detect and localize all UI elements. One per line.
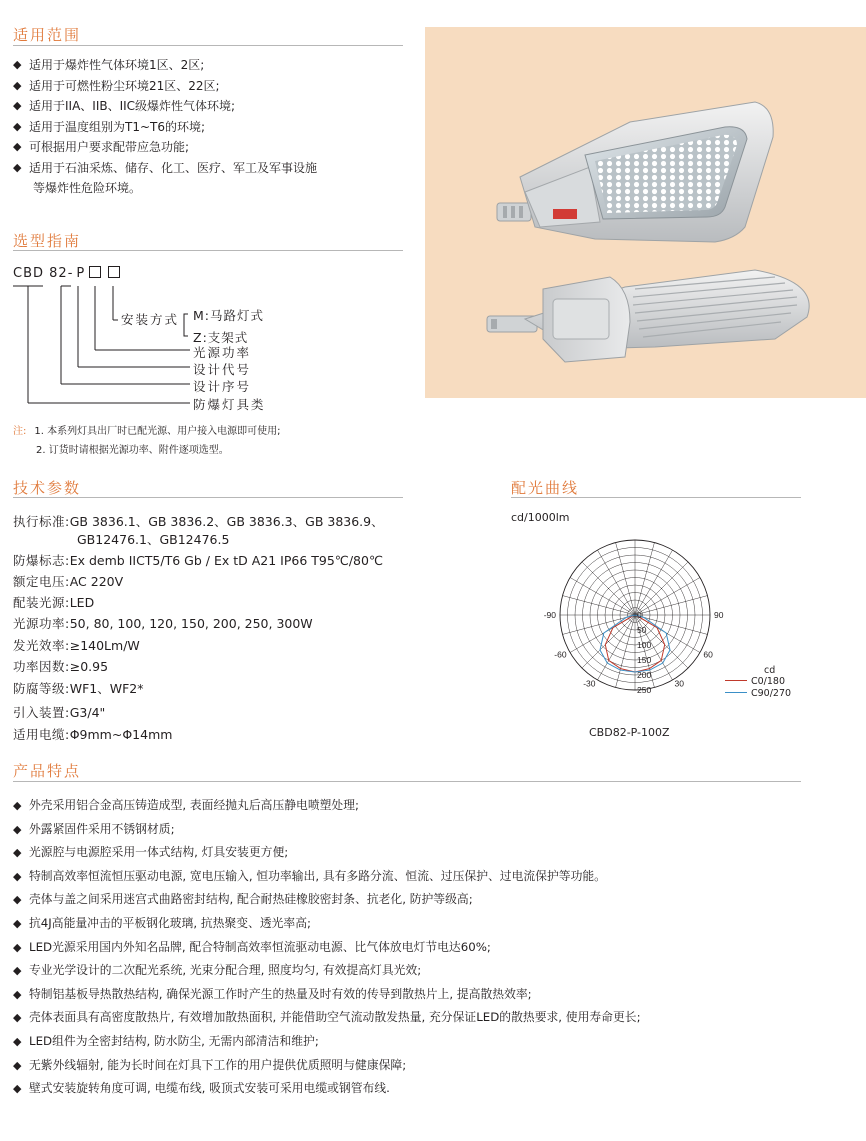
list-item: ◆ LED组件为全密封结构, 防水防尘, 无需内部清洁和维护; [13,1030,641,1054]
polar-light-curve [530,535,740,710]
legend-c90-swatch [725,692,747,693]
angle-label: 90 [714,610,724,620]
spec-row: GB12476.1、GB12476.5 [77,532,230,547]
diamond-bullet-icon: ◆ [13,893,22,907]
radial-tick-label: 100 [637,640,652,650]
diamond-bullet-icon: ◆ [13,799,22,812]
polar-spoke [570,578,635,616]
section-rule-features [13,781,801,782]
diamond-bullet-icon: ◆ [13,916,22,930]
power-label: 光源功率 [193,345,252,360]
install-method-label: 安装方式 [121,312,180,327]
angle-label: -30 [583,678,596,689]
diamond-bullet-icon: ◆ [13,964,22,978]
option-z-label: Z:支架式 [193,330,249,345]
radial-tick-label: 200 [637,670,652,680]
street-light-illustration [425,27,866,398]
list-item: ◆ 无紫外线辐射, 能为长时间在灯具下工作的用户提供优质照明与健康保障; [13,1054,641,1078]
list-item: ◆ 特制高效率恒流恒压驱动电源, 宽电压输入, 恒功率输出, 具有多路分流、恒流、过压保护、过电流保护等功能。 [13,865,641,889]
angle-label: -60 [554,649,567,660]
diamond-bullet-icon: ◆ [13,1034,22,1048]
curve-unit-label: cd/1000lm [511,511,570,524]
spec-row: 发光效率:≥140Lm/W [13,638,140,653]
list-item: ◆ 特制铝基板导热散热结构, 确保光源工作时产生的热量及时有效的传导到散热片上, 提高散热效率; [13,983,641,1007]
spec-row: 光源功率:50, 80, 100, 120, 150, 200, 250, 300W [13,616,313,631]
angle-label: 30 [674,678,684,689]
list-item: ◆ 适用于可燃性粉尘环境21区、22区; [13,76,317,97]
section-title-curve: 配光曲线 [511,479,580,497]
diamond-bullet-icon: ◆ [13,1058,22,1072]
polar-spoke [563,615,635,634]
lamp-front-view [497,102,773,242]
list-item: ◆ 适用于温度组别为T1~T6的环境; [13,117,317,138]
diamond-bullet-icon: ◆ [13,846,22,860]
list-item: ◆ 壳体与盖之间采用迷宫式曲路密封结构, 配合耐热硅橡胶密封条、抗老化, 防护等级高; [13,888,641,912]
note-1: 注: 1. 本系列灯具出厂时已配光源、用户接入电源即可使用; [13,426,281,437]
radial-tick-label: 150 [637,655,652,665]
features-list [13,794,641,1101]
diamond-bullet-icon: ◆ [13,822,22,836]
diamond-bullet-icon: ◆ [13,78,22,92]
diamond-bullet-icon: ◆ [13,940,22,954]
design-seq-label: 设计序号 [193,379,252,394]
list-item: ◆ LED光源采用国内外知名品牌, 配合特制高效率恒流驱动电源、比气体放电灯节电达60%; [13,936,641,960]
polar-spoke [563,596,635,615]
category-label: 防爆灯具类 [193,397,266,412]
diamond-bullet-icon: ◆ [13,99,22,112]
diamond-bullet-icon: ◆ [13,160,22,174]
diamond-bullet-icon: ◆ [13,1011,22,1025]
section-title-tech: 技术参数 [13,479,82,497]
diamond-bullet-icon: ◆ [13,1082,22,1096]
legend-title: cd [764,665,776,676]
spec-row: 配装光源:LED [13,595,95,610]
spec-row: 防爆标志:Ex demb IICT5/T6 Gb / Ex tD A21 IP66 T95℃/80℃ [13,553,383,568]
spec-row: 功率因数:≥0.95 [13,659,109,674]
design-code-label: 设计代号 [193,362,252,377]
diamond-bullet-icon: ◆ [13,140,22,153]
list-item: ◆ 专业光学设计的二次配光系统, 光束分配合理, 照度均匀, 有效提高灯具光效; [13,959,641,983]
polar-spoke [635,550,673,615]
option-m-label: M:马路灯式 [193,308,264,323]
radial-tick-label: 50 [637,625,647,635]
spec-row: 额定电压:AC 220V [13,574,124,589]
angle-label: -90 [543,610,556,620]
polar-spoke [616,543,635,615]
radial-tick-label: 0 [637,610,642,620]
list-item: ◆ 抗4J高能量冲击的平板钢化玻璃, 抗热聚变、透光率高; [13,912,641,936]
section-rule-curve [511,497,801,498]
product-photo-panel [425,27,866,398]
legend-c0: C0/180 [725,676,785,687]
list-item: ◆ 适用于IIA、IIB、IIC级爆炸性气体环境; [13,96,317,117]
diamond-bullet-icon: ◆ [13,987,22,1001]
lamp-back-view [487,270,809,362]
note-2: 2. 订货时请根据光源功率、附件逐项选型。 [36,445,229,456]
diamond-bullet-icon: ◆ [13,119,22,133]
polar-spoke [635,578,700,616]
section-title-selection: 选型指南 [13,232,82,250]
polar-spoke [635,596,707,615]
polar-spoke [598,550,636,615]
spec-row: 执行标准:GB 3836.1、GB 3836.2、GB 3836.3、GB 3836.9、 [13,514,384,529]
list-item: ◆ 可根据用户要求配带应急功能; [13,137,317,158]
radial-tick-label: 250 [637,685,652,695]
list-item: ◆ 外露紧固件采用不锈钢材质; [13,818,641,842]
list-item-continuation: 等爆炸性危险环境。 [33,181,142,195]
section-title-scope: 适用范围 [13,26,82,44]
list-item: ◆ 适用于爆炸性气体环境1区、2区; [13,55,317,76]
list-item: ◆ 光源腔与电源腔采用一体式结构, 灯具安装更方便; [13,841,641,865]
section-title-features: 产品特点 [13,762,82,780]
legend-c90: C90/270 [725,688,791,699]
list-item: ◆ 壳体表面具有高密度散热片, 有效增加散热面积, 并能借助空气流动散发热量, 充分保证LED的散热要求, 使用寿命更长; [13,1006,641,1030]
list-item: ◆ 壁式安装旋转角度可调, 电缆布线, 吸顶式安装可采用电缆或钢管布线. [13,1077,641,1101]
section-rule-tech [13,497,403,498]
list-item: ◆ 适用于石油采炼、储存、化工、医疗、军工及军事设施 [13,158,317,179]
legend-c0-swatch [725,680,747,681]
list-item: ◆ 外壳采用铝合金高压铸造成型, 表面经抛丸后高压静电喷塑处理; [13,794,641,818]
diamond-bullet-icon: ◆ [13,58,22,71]
polar-spoke [616,615,635,687]
spec-row: 适用电缆:Φ9mm~Φ14mm [13,727,173,742]
angle-label: 60 [703,649,713,660]
polar-spoke [635,543,654,615]
diamond-bullet-icon: ◆ [13,869,22,883]
spec-row: 防腐等级:WF1、WF2* [13,681,144,696]
spec-row: 引入装置:G3/4" [13,705,106,720]
model-code: CBD 82- P [13,266,120,281]
curve-model-label: CBD82-P-100Z [589,726,670,739]
